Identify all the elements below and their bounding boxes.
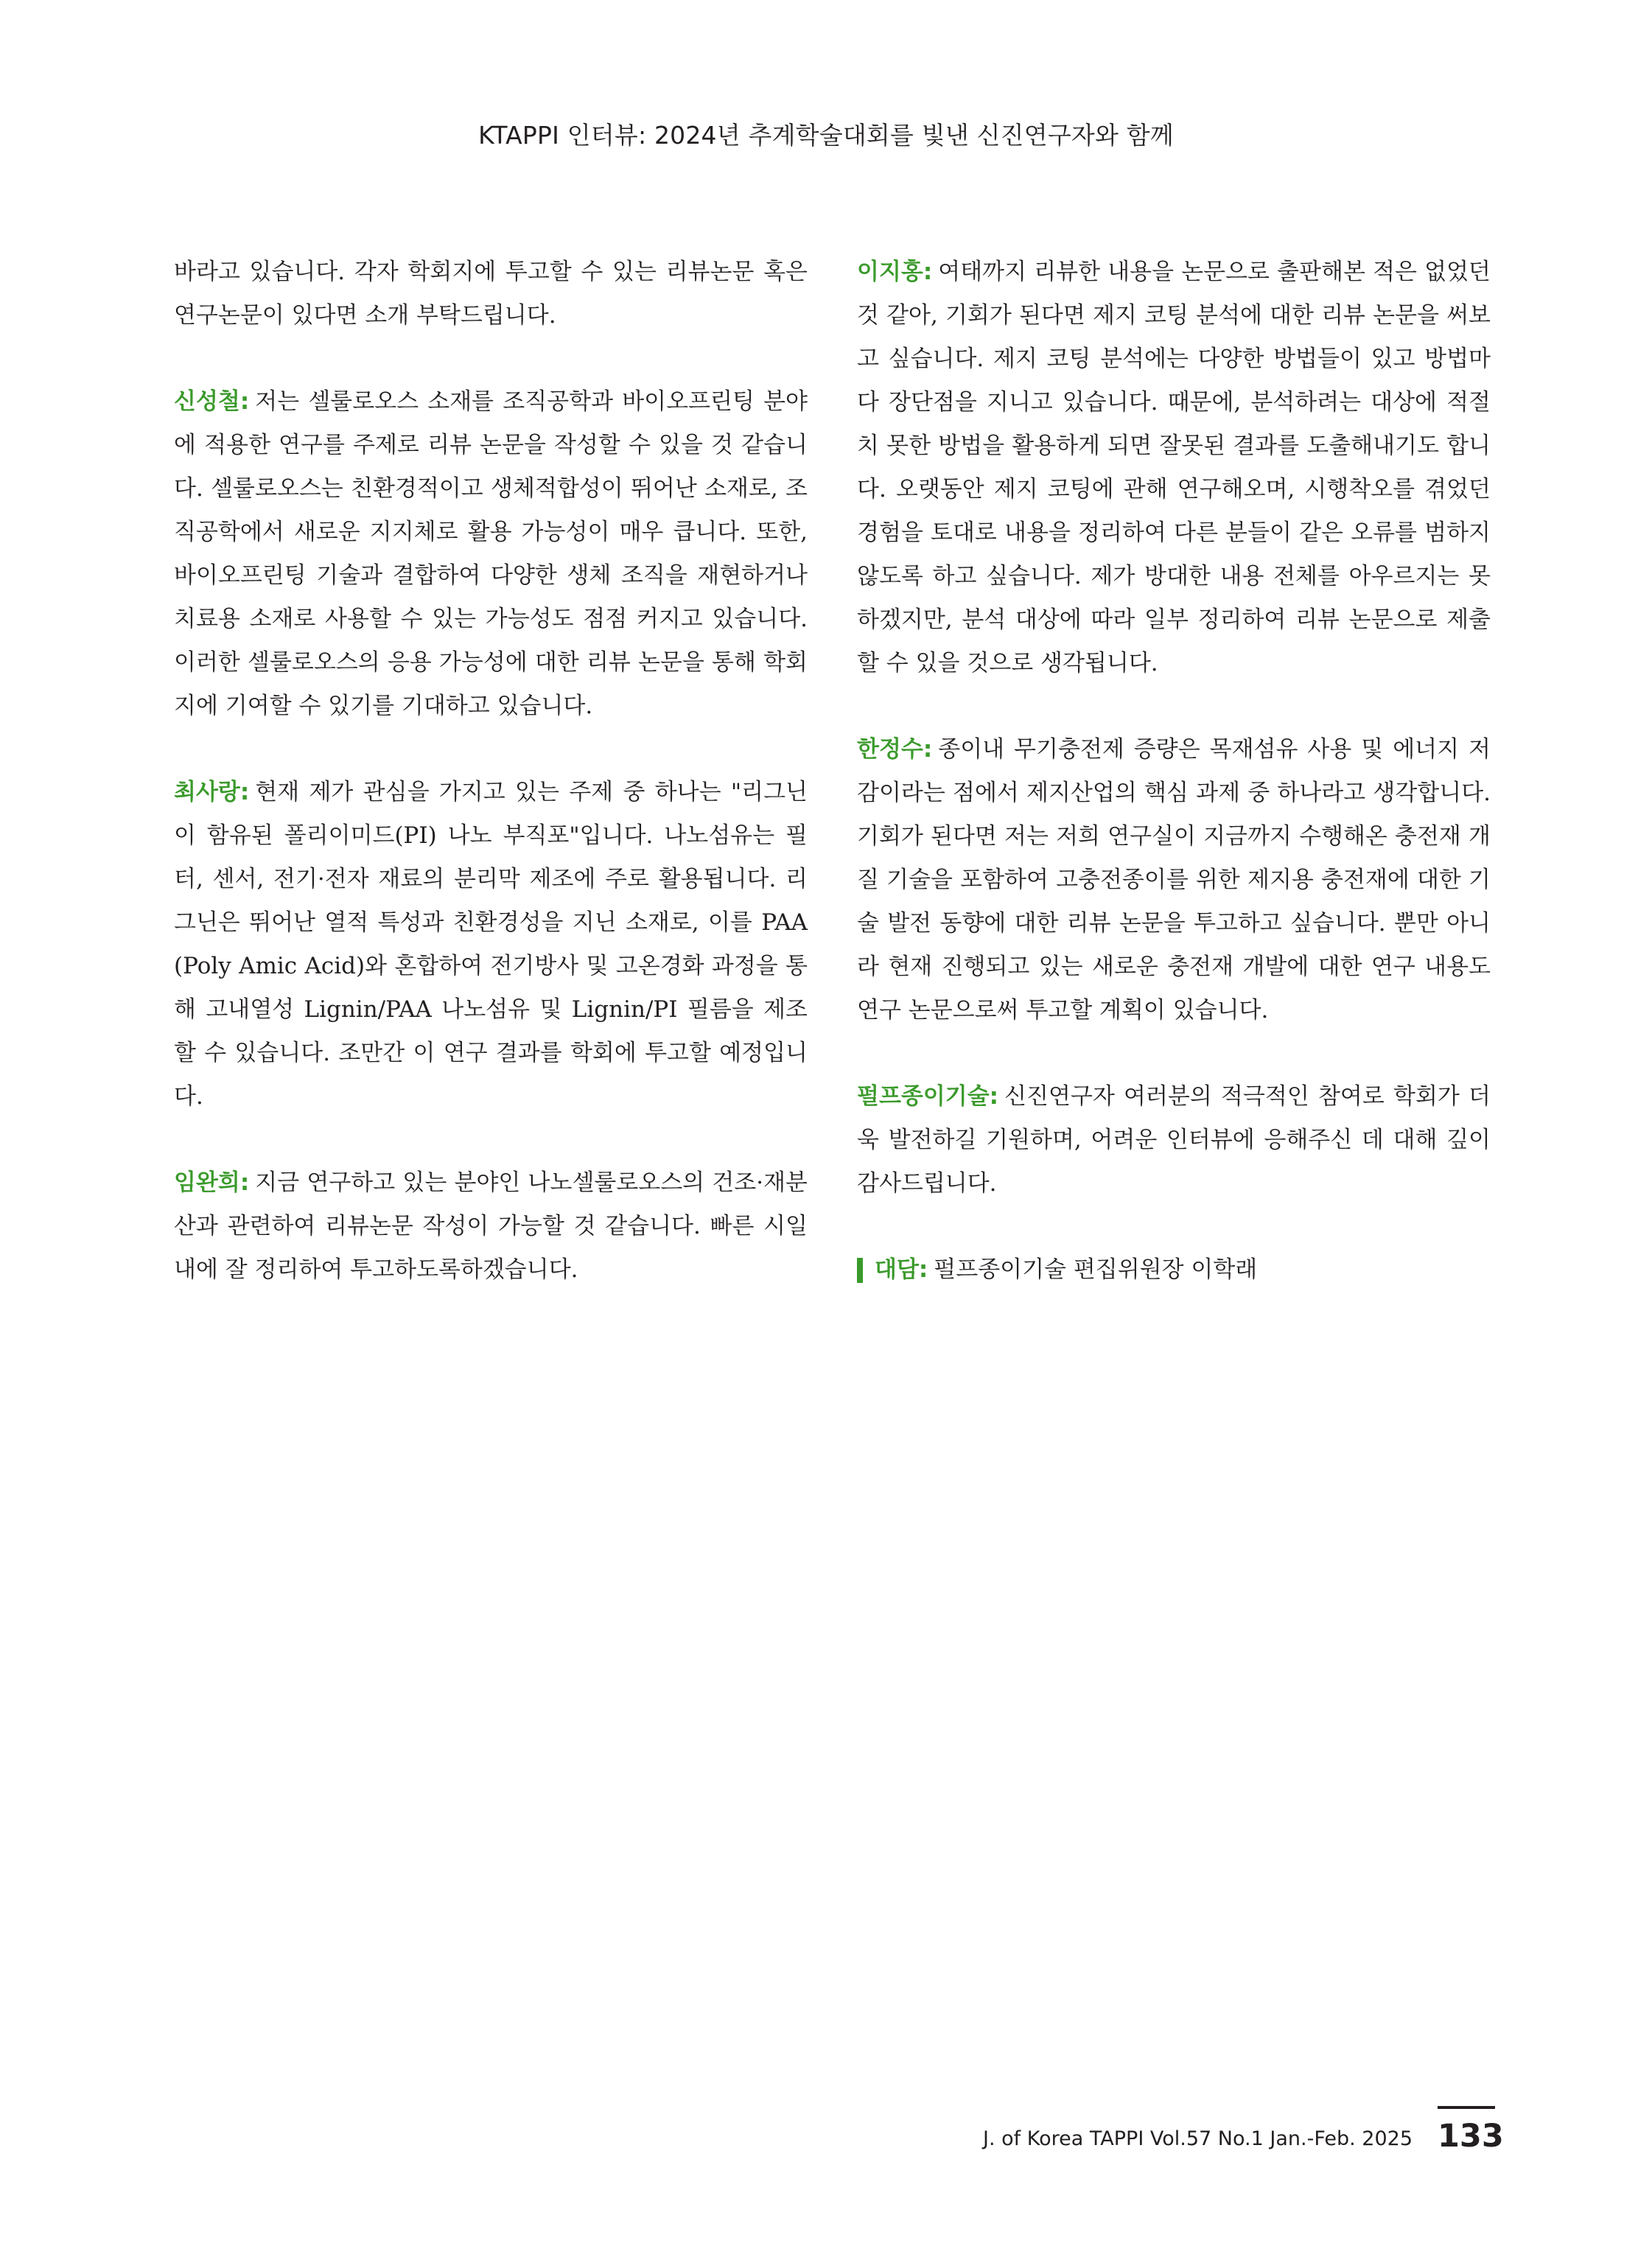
left-column <box>174 251 808 1334</box>
paragraph-text: 지금 연구하고 있는 분야인 나노셀룰로오스의 건조·재분산과 관련하여 리뷰논문 작성이 가능할 것 같습니다. 빠른 시일 내에 잘 정리하여 투고하도록하겠습니다. <box>174 1169 808 1283</box>
speaker-label: 신성철: <box>174 388 250 415</box>
page-number: 133 <box>1438 2106 1495 2155</box>
paragraph-text: 종이내 무기충전제 증량은 목재섬유 사용 및 에너지 저감이라는 점에서 제지산업의 핵심 과제 중 하나라고 생각합니다. 기회가 된다면 저는 저희 연구실이 지금까지 수행해온 충전재 개질 기술을 포함하여 고충전종이를 위한 제지용 충전재에 대한 기술 발전 동향에 대한 리뷰 논문을 투고하고 싶습니다. 뿐만 아니라 현재 진행되고 있는 새로운 충전재 개발에 대한 연구 내용도 연구 논문으로써 투고할 계획이 있습니다. <box>857 736 1491 1024</box>
page-footer <box>983 2106 1504 2155</box>
journal-reference: J. of Korea TAPPI Vol.57 No.1 Jan.-Feb. 2025 <box>983 2127 1413 2150</box>
paragraph-text: 신진연구자 여러분의 적극적인 참여로 학회가 더욱 발전하길 기원하며, 어려운 인터뷰에 응해주신 데 대해 깊이 감사드립니다. <box>857 1083 1491 1197</box>
answer-shin-seongcheol <box>174 380 808 728</box>
speaker-label: 최사랑: <box>174 779 250 805</box>
paragraph-text: 바라고 있습니다. 각자 학회지에 투고할 수 있는 리뷰논문 혹은 연구논문이 있다면 소개 부탁드립니다. <box>174 259 808 329</box>
answer-han-jeongsu <box>857 728 1491 1032</box>
paragraph-continuation <box>174 251 808 337</box>
speaker-label: 임완희: <box>174 1169 250 1196</box>
paragraph-text: 현재 제가 관심을 가지고 있는 주제 중 하나는 "리그닌이 함유된 폴리이미드(PI) 나노 부직포"입니다. 나노섬유는 필터, 센서, 전기·전자 재료의 분리막 제조에 주로 활용됩니다. 리그닌은 뛰어난 열적 특성과 친환경성을 지닌 소재로, 이를 PAA(Poly Amic Acid)와 혼합하여 전기방사 및 고온경화 과정을 통해 고내열성 Lignin/PAA 나노섬유 및 Lignin/PI 필름을 제조할 수 있습니다. 조만간 이 연구 결과를 학회에 투고할 예정입니다. <box>174 779 808 1110</box>
speaker-label: 한정수: <box>857 736 933 763</box>
answer-lim-wanhee <box>174 1161 808 1292</box>
speaker-label: 이지홍: <box>857 259 933 285</box>
right-column <box>857 251 1491 1292</box>
speaker-label: 펄프종이기술: <box>857 1083 999 1110</box>
accent-bar <box>857 1258 863 1283</box>
interviewer-label: 대담: <box>875 1256 928 1283</box>
answer-choi-sarang <box>174 771 808 1119</box>
closing-remarks <box>857 1075 1491 1206</box>
answer-lee-jihong <box>857 251 1491 685</box>
interviewer-credit <box>857 1248 1491 1292</box>
interviewer-name: 펄프종이기술 편집위원장 이학래 <box>934 1256 1258 1283</box>
running-header: KTAPPI 인터뷰: 2024년 추계학술대회를 빛낸 신진연구자와 함께 <box>478 121 1174 150</box>
paragraph-text: 저는 셀룰로오스 소재를 조직공학과 바이오프린팅 분야에 적용한 연구를 주제로 리뷰 논문을 작성할 수 있을 것 같습니다. 셀룰로오스는 친환경적이고 생체적합성이 뛰어난 소재로, 조직공학에서 새로운 지지체로 활용 가능성이 매우 큽니다. 또한, 바이오프린팅 기술과 결합하여 다양한 생체 조직을 재현하거나 치료용 소재로 사용할 수 있는 가능성도 점점 커지고 있습니다. 이러한 셀룰로오스의 응용 가능성에 대한 리뷰 논문을 통해 학회지에 기여할 수 있기를 기대하고 있습니다. <box>174 388 808 719</box>
paragraph-text: 여태까지 리뷰한 내용을 논문으로 출판해본 적은 없었던 것 같아, 기회가 된다면 제지 코팅 분석에 대한 리뷰 논문을 써보고 싶습니다. 제지 코팅 분석에는 다양한 방법들이 있고 방법마다 장단점을 지니고 있습니다. 때문에, 분석하려는 대상에 적절치 못한 방법을 활용하게 되면 잘못된 결과를 도출해내기도 합니다. 오랫동안 제지 코팅에 관해 연구해오며, 시행착오를 겪었던 경험을 토대로 내용을 정리하여 다른 분들이 같은 오류를 범하지 않도록 하고 싶습니다. 제가 방대한 내용 전체를 아우르지는 못하겠지만, 분석 대상에 따라 일부 정리하여 리뷰 논문으로 제출할 수 있을 것으로 생각됩니다. <box>857 259 1491 676</box>
